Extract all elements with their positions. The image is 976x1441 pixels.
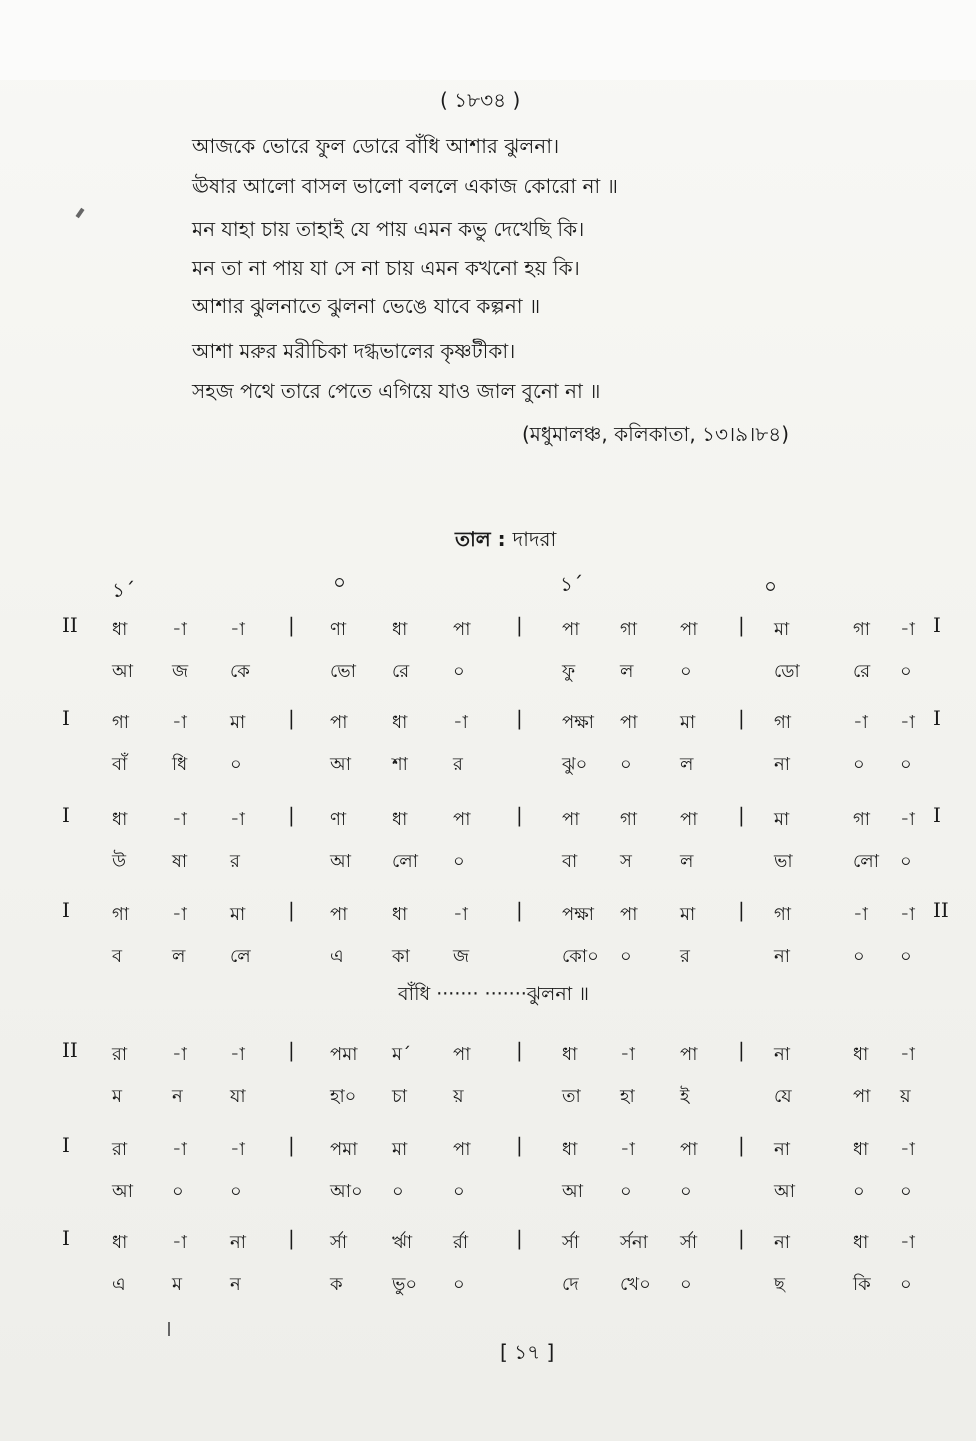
swara-note: পা [620, 904, 638, 925]
start-bar-line: I [62, 898, 70, 922]
bani-syllable: ম [112, 1086, 122, 1107]
bani-syllable: ক [330, 1274, 343, 1295]
swara-note: ধা [112, 1232, 128, 1253]
bani-syllable: কে [230, 661, 250, 682]
bani-syllable: লে [230, 946, 251, 967]
bani-syllable: ল [172, 946, 186, 967]
bani-syllable: এ [112, 1274, 126, 1295]
bani-syllable: বা [562, 851, 578, 872]
vibhag-divider: | [738, 803, 745, 827]
swara-note: -া [453, 904, 468, 925]
bani-syllable: ছ [774, 1274, 785, 1295]
swara-note: পক্ষা [562, 712, 595, 733]
bani-syllable: ০ [230, 1181, 242, 1202]
swara-note: -া [230, 1044, 245, 1065]
swara-note: র্সনা [620, 1232, 648, 1253]
swara-note: ধা [392, 904, 408, 925]
lyric-line-7: সহজ পথে তারে পেতে এগিয়ে যাও জাল বুনো না ॥ [192, 379, 601, 403]
swara-note: -া [900, 619, 915, 640]
bani-syllable: ০ [680, 1274, 692, 1295]
bani-syllable: ডো [774, 661, 800, 682]
swara-note: -া [230, 1139, 245, 1160]
vibhag-divider: | [288, 1038, 295, 1062]
bani-syllable: ০ [453, 851, 465, 872]
swara-note: -া [172, 809, 187, 830]
swara-note: র্ঋা [392, 1232, 413, 1253]
vibhag-divider: | [288, 1226, 295, 1250]
bani-syllable: কো০ [562, 946, 599, 967]
bani-syllable: ল [680, 851, 694, 872]
swara-note: গা [620, 619, 638, 640]
bani-syllable: রে [853, 661, 871, 682]
bani-syllable: পা [853, 1086, 871, 1107]
swara-note: মা [230, 904, 246, 925]
swara-note: মা [230, 712, 246, 733]
vibhag-divider: | [738, 1038, 745, 1062]
bani-syllable: ০ [620, 754, 632, 775]
bani-syllable: র [453, 754, 463, 775]
swara-note: ধা [392, 619, 408, 640]
bani-syllable: চা [392, 1086, 407, 1107]
bani-syllable: ০ [900, 754, 912, 775]
ink-speck [75, 208, 84, 218]
bani-syllable: ই [680, 1086, 690, 1107]
bani-syllable: ব [112, 946, 123, 967]
start-bar-line: I [62, 803, 70, 827]
bani-syllable: না [774, 754, 790, 775]
bani-syllable: খে০ [620, 1274, 651, 1295]
swara-note: পা [330, 904, 348, 925]
page-number-top: ( ১৮৩৪ ) [440, 88, 521, 112]
swara-note: -া [172, 1044, 187, 1065]
swara-note: পা [680, 619, 698, 640]
swara-note: ধা [392, 712, 408, 733]
bani-syllable: যে [774, 1086, 792, 1107]
swara-note: ণা [330, 809, 347, 830]
bani-syllable: ০ [620, 946, 632, 967]
bani-syllable: জ [172, 661, 189, 682]
swara-note: না [774, 1044, 790, 1065]
lyric-line-1: আজকে ভোরে ফুল ডোরে বাঁধি আশার ঝুলনা। [192, 134, 560, 158]
swara-note: গা [774, 712, 792, 733]
swara-note: মা [392, 1139, 408, 1160]
bani-syllable: ০ [853, 1181, 865, 1202]
vibhag-divider: | [516, 1038, 523, 1062]
swara-note: গা [620, 809, 638, 830]
bani-syllable: ০ [620, 1181, 632, 1202]
bani-syllable: আ০ [330, 1181, 363, 1202]
lyric-line-2: ঊষার আলো বাসল ভালো বললে একাজ কোরো না ॥ [192, 174, 618, 198]
swara-note: পা [453, 1044, 471, 1065]
bani-syllable: শা [392, 754, 408, 775]
swara-note: না [230, 1232, 246, 1253]
bani-syllable: ০ [453, 661, 465, 682]
bani-syllable: স [620, 851, 632, 872]
swara-note: -া [900, 809, 915, 830]
lyric-line-4: মন তা না পায় যা সে না চায় এমন কখনো হয় কি। [192, 256, 580, 280]
source-citation: (মধুমালঞ্চ, কলিকাতা, ১৩।৯।৮৪) [522, 422, 790, 446]
swara-note: পা [453, 1139, 471, 1160]
swara-note: পা [680, 809, 698, 830]
swara-note: -া [900, 712, 915, 733]
swara-note: র্রা [453, 1232, 469, 1253]
vibhag-divider: | [288, 898, 295, 922]
swara-note: -া [620, 1044, 635, 1065]
tala-heading [455, 525, 556, 558]
bani-syllable: ন [172, 1086, 183, 1107]
bani-syllable: ০ [900, 1274, 912, 1295]
swara-note: রা [112, 1044, 128, 1065]
bani-syllable: আ [774, 1181, 795, 1202]
bani-syllable: না [774, 946, 790, 967]
start-bar-line: I [62, 706, 70, 730]
bani-syllable: কা [392, 946, 410, 967]
swara-note: পমা [330, 1139, 358, 1160]
bani-syllable: যা [230, 1086, 246, 1107]
vibhag-divider: | [738, 613, 745, 637]
swara-note: মা [680, 712, 696, 733]
bani-syllable: র [230, 851, 240, 872]
bani-syllable: আ [112, 661, 133, 682]
swara-note: পা [562, 619, 580, 640]
swara-note: ধা [853, 1232, 869, 1253]
lyric-line-5: আশার ঝুলনাতে ঝুলনা ভেঙে যাবে কল্পনা ॥ [192, 294, 541, 318]
bani-syllable: য় [453, 1086, 464, 1107]
swara-note: -া [172, 1232, 187, 1253]
bani-syllable: আ [112, 1181, 133, 1202]
bani-syllable: তা [562, 1086, 581, 1107]
bani-syllable: ল [620, 661, 634, 682]
swara-note: পা [453, 619, 471, 640]
swara-note: পা [330, 712, 348, 733]
bani-syllable: ০ [680, 661, 692, 682]
swara-note: -া [172, 1139, 187, 1160]
end-bar-line: I [933, 706, 941, 730]
bani-syllable: লো [853, 851, 879, 872]
swara-note: মা [774, 619, 790, 640]
start-bar-line: II [62, 1038, 78, 1062]
start-bar-line: I [62, 1133, 70, 1157]
swara-note: র্সা [330, 1232, 348, 1253]
swara-note: রা [112, 1139, 128, 1160]
swara-note: ম´ [392, 1044, 411, 1065]
vibhag-divider: | [516, 613, 523, 637]
bani-syllable: কি [853, 1274, 871, 1295]
vibhag-divider: | [516, 706, 523, 730]
swara-note: গা [853, 809, 871, 830]
lyric-line-3: মন যাহা চায় তাহাই যে পায় এমন কভু দেখেছি কি। [192, 217, 585, 241]
lyric-line-6: আশা মরুর মরীচিকা দগ্ধভালের কৃষ্ণটীকা। [192, 339, 516, 363]
swara-note: ধা [562, 1139, 578, 1160]
swara-note: পমা [330, 1044, 358, 1065]
vibhag-divider: | [288, 613, 295, 637]
bani-syllable: র [680, 946, 690, 967]
swara-note: ধা [392, 809, 408, 830]
swara-note: পা [680, 1139, 698, 1160]
ink-speck [168, 1322, 170, 1336]
swara-note: ণা [330, 619, 347, 640]
beat-mark-4: ০ [764, 574, 778, 598]
bani-syllable: ০ [900, 1181, 912, 1202]
vibhag-divider: | [516, 803, 523, 827]
swara-note: -া [620, 1139, 635, 1160]
swara-note: র্সা [680, 1232, 698, 1253]
bani-syllable: ০ [453, 1181, 465, 1202]
bani-syllable: ০ [453, 1274, 465, 1295]
swara-note: গা [853, 619, 871, 640]
swara-note: -া [900, 904, 915, 925]
bani-syllable: ০ [853, 754, 865, 775]
end-bar-line: II [933, 898, 949, 922]
bani-syllable: আ [562, 1181, 583, 1202]
vibhag-divider: | [738, 706, 745, 730]
bani-syllable: ০ [900, 946, 912, 967]
bani-syllable: আ [330, 754, 351, 775]
vibhag-divider: | [288, 1133, 295, 1157]
swara-note: ধা [112, 809, 128, 830]
bani-syllable: এ [330, 946, 344, 967]
swara-note: ধা [562, 1044, 578, 1065]
page-number-bottom: [ ১৭ ] [500, 1340, 555, 1364]
swara-note: পা [453, 809, 471, 830]
swara-note: -া [900, 1232, 915, 1253]
page-top-margin [0, 0, 976, 80]
swara-note: ধা [112, 619, 128, 640]
swara-note: পক্ষা [562, 904, 595, 925]
start-bar-line: II [62, 613, 78, 637]
swara-note: পা [680, 1044, 698, 1065]
tala-name: দাদরা [512, 527, 557, 551]
bani-syllable: ষা [172, 851, 188, 872]
swara-note: গা [112, 712, 130, 733]
vibhag-divider: | [516, 1133, 523, 1157]
swara-note: -া [853, 712, 868, 733]
vibhag-divider: | [738, 1226, 745, 1250]
start-bar-line: I [62, 1226, 70, 1250]
swara-note: না [774, 1139, 790, 1160]
vibhag-divider: | [288, 803, 295, 827]
swara-note: গা [774, 904, 792, 925]
swara-note: -া [230, 809, 245, 830]
bani-syllable: ভা [774, 851, 793, 872]
swara-note: র্সা [562, 1232, 580, 1253]
swara-note: না [774, 1232, 790, 1253]
bani-syllable: দে [562, 1274, 579, 1295]
bani-syllable: বাঁ [112, 754, 128, 775]
swara-note: গা [112, 904, 130, 925]
bani-syllable: ধি [172, 754, 188, 775]
swara-note: -া [172, 904, 187, 925]
bani-syllable: ফু [562, 661, 576, 682]
bani-syllable: আ [330, 851, 351, 872]
bani-syllable: ভো [330, 661, 356, 682]
swara-note: -া [900, 1139, 915, 1160]
bani-syllable: ০ [900, 661, 912, 682]
swara-note: পা [620, 712, 638, 733]
end-bar-line: I [933, 613, 941, 637]
swara-note: -া [172, 712, 187, 733]
swara-note: -া [453, 712, 468, 733]
swara-note: মা [774, 809, 790, 830]
bani-syllable: জ [453, 946, 470, 967]
bani-syllable: ০ [230, 754, 242, 775]
swara-note: -া [853, 904, 868, 925]
vibhag-divider: | [516, 1226, 523, 1250]
swara-note: -া [230, 619, 245, 640]
vibhag-divider: | [738, 1133, 745, 1157]
beat-mark-1: ১´ [112, 578, 135, 602]
bani-syllable: ০ [172, 1181, 184, 1202]
bani-syllable: ল [680, 754, 694, 775]
bani-syllable: য় [900, 1086, 911, 1107]
interlude-line: বাঁধি ······· ·······ঝুলনা ॥ [398, 983, 589, 1005]
swara-note: পা [562, 809, 580, 830]
bani-syllable: ন [230, 1274, 241, 1295]
end-bar-line: I [933, 803, 941, 827]
bani-syllable: হা [620, 1086, 635, 1107]
swara-note: -া [900, 1044, 915, 1065]
beat-mark-2: ০ [333, 570, 347, 594]
bani-syllable: ম [172, 1274, 182, 1295]
bani-syllable: ঝু০ [562, 754, 588, 775]
bani-syllable: ০ [853, 946, 865, 967]
swara-note: -া [172, 619, 187, 640]
bani-syllable: রে [392, 661, 410, 682]
bani-syllable: লো [392, 851, 418, 872]
vibhag-divider: | [516, 898, 523, 922]
swara-note: ধা [853, 1044, 869, 1065]
beat-mark-3: ১´ [560, 572, 583, 596]
swara-note: মা [680, 904, 696, 925]
vibhag-divider: | [738, 898, 745, 922]
swara-note: ধা [853, 1139, 869, 1160]
vibhag-divider: | [288, 706, 295, 730]
bani-syllable: ০ [392, 1181, 404, 1202]
bani-syllable: ০ [900, 851, 912, 872]
bani-syllable: ০ [680, 1181, 692, 1202]
tala-label: তাল : [455, 527, 506, 551]
bani-syllable: হা০ [330, 1086, 357, 1107]
bani-syllable: ভু০ [392, 1274, 418, 1295]
bani-syllable: উ [112, 851, 127, 872]
